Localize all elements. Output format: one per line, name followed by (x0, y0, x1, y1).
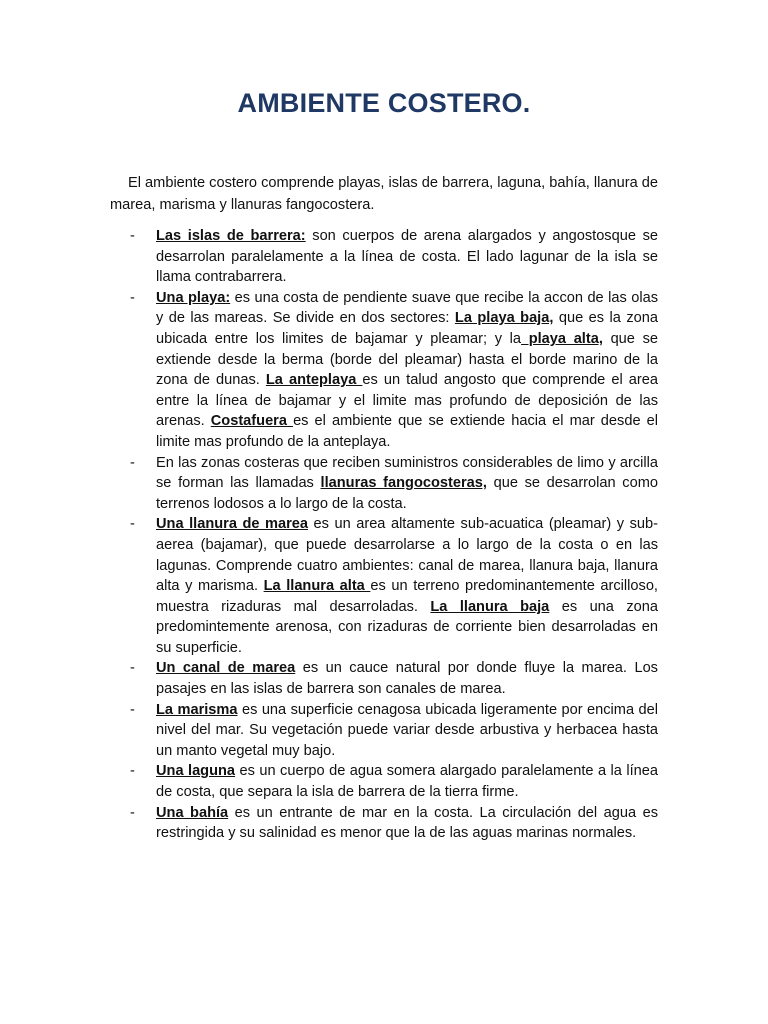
definition-text: que es la zona ubicada entre los limites de bajamar y pleamar; y la (156, 310, 658, 347)
term-label: Una llanura de marea (156, 516, 309, 533)
definition-text: es un terreno predominantemente arcilloso, muestra rizaduras mal desarroladas. (156, 578, 658, 615)
definition-text: es un entrante de mar en la costa. La circulación del agua es restringida y su salinidad es menor que la de las aguas marinas normales. (156, 804, 658, 842)
term-label: llanuras fangocosteras, (320, 475, 487, 492)
list-item (110, 514, 658, 658)
definition-text: es un area altamente sub-acuatica (pleamar) y sub-aerea (bajamar), que puede desarrolarse a lo largo de la costa o en las lagunas. Comprende cuatro ambientes: canal de marea, llanura baja, llanura alta y marisma. (156, 516, 658, 595)
term-label: Una laguna (156, 763, 236, 780)
list-item (110, 658, 658, 699)
list-bullet: - (130, 289, 135, 306)
intro-paragraph: El ambiente costero comprende playas, islas de barrera, laguna, bahía, llanura de marea, marisma y llanuras fangocostera. (110, 175, 658, 213)
list-bullet: - (130, 701, 135, 718)
list-bullet: - (130, 228, 135, 244)
list-item (110, 700, 658, 762)
definition-text: es un cauce natural por donde fluye la marea. Los pasajes en las islas de barrera son canales de marea. (156, 660, 658, 698)
term-label: Las islas de barrera: (156, 228, 306, 244)
list-item (110, 761, 658, 802)
definition-text: es un cuerpo de agua somera alargado paralelamente a la línea de costa, que separa la isla de barrera de la tierra firme. (156, 763, 659, 801)
definition-text: es un talud angosto que comprende el area entre la línea de bajamar y el limite mas profundo de deposición de las arenas. (156, 372, 658, 430)
list-item (110, 453, 658, 515)
list-bullet: - (130, 660, 135, 677)
term-label: Una bahía (156, 804, 229, 821)
term-label: Un canal de marea (156, 660, 296, 677)
term-label: playa alta, (521, 330, 603, 347)
list-bullet: - (130, 454, 135, 471)
definition-text: que se desarrolan como terrenos lodosos a lo largo de la costa. (156, 475, 658, 512)
list-item (110, 226, 658, 288)
term-label: La anteplaya (265, 372, 363, 389)
list-bullet: - (130, 804, 135, 821)
term-label: La llanura alta (263, 578, 371, 595)
term-label: La marisma (156, 701, 238, 718)
list-item (110, 803, 658, 844)
definition-text: son cuerpos de arena alargados y angostosque se desarrolan paralelamente a la línea de costa. El lado lagunar de la isla se llama contrabarrera. (156, 228, 658, 286)
definition-list (110, 226, 658, 844)
term-label: La playa baja, (454, 310, 554, 327)
list-bullet: - (130, 763, 135, 780)
definition-text: es una zona predomintemente arenosa, con rizaduras de corriente bien desarroladas en su superficie. (156, 598, 658, 656)
list-item (110, 288, 658, 453)
definition-text: es una costa de pendiente suave que recibe la accon de las olas y de las mareas. Se divide en dos sectores: (156, 289, 658, 327)
term-label: Costafuera (210, 413, 294, 430)
definition-text: En las zonas costeras que reciben suministros considerables de limo y arcilla se forman las llamadas (156, 454, 658, 492)
definition-text: es el ambiente que se extiende hacia el mar desde el limite mas profundo de la anteplaya. (156, 413, 658, 450)
list-bullet: - (130, 516, 135, 533)
definition-text: que se extiende desde la berma (borde del pleamar) hasta el borde marino de la zona de dunas. (156, 330, 658, 389)
term-label: Una playa: (156, 289, 231, 306)
term-label: La llanura baja (430, 598, 550, 615)
document-title: AMBIENTE COSTERO. (237, 88, 531, 118)
definition-text: es una superficie cenagosa ubicada ligeramente por encima del nivel del mar. Su vegetación puede variar desde arbustiva y herbacea hasta un manto vegetal muy bajo. (156, 701, 658, 759)
